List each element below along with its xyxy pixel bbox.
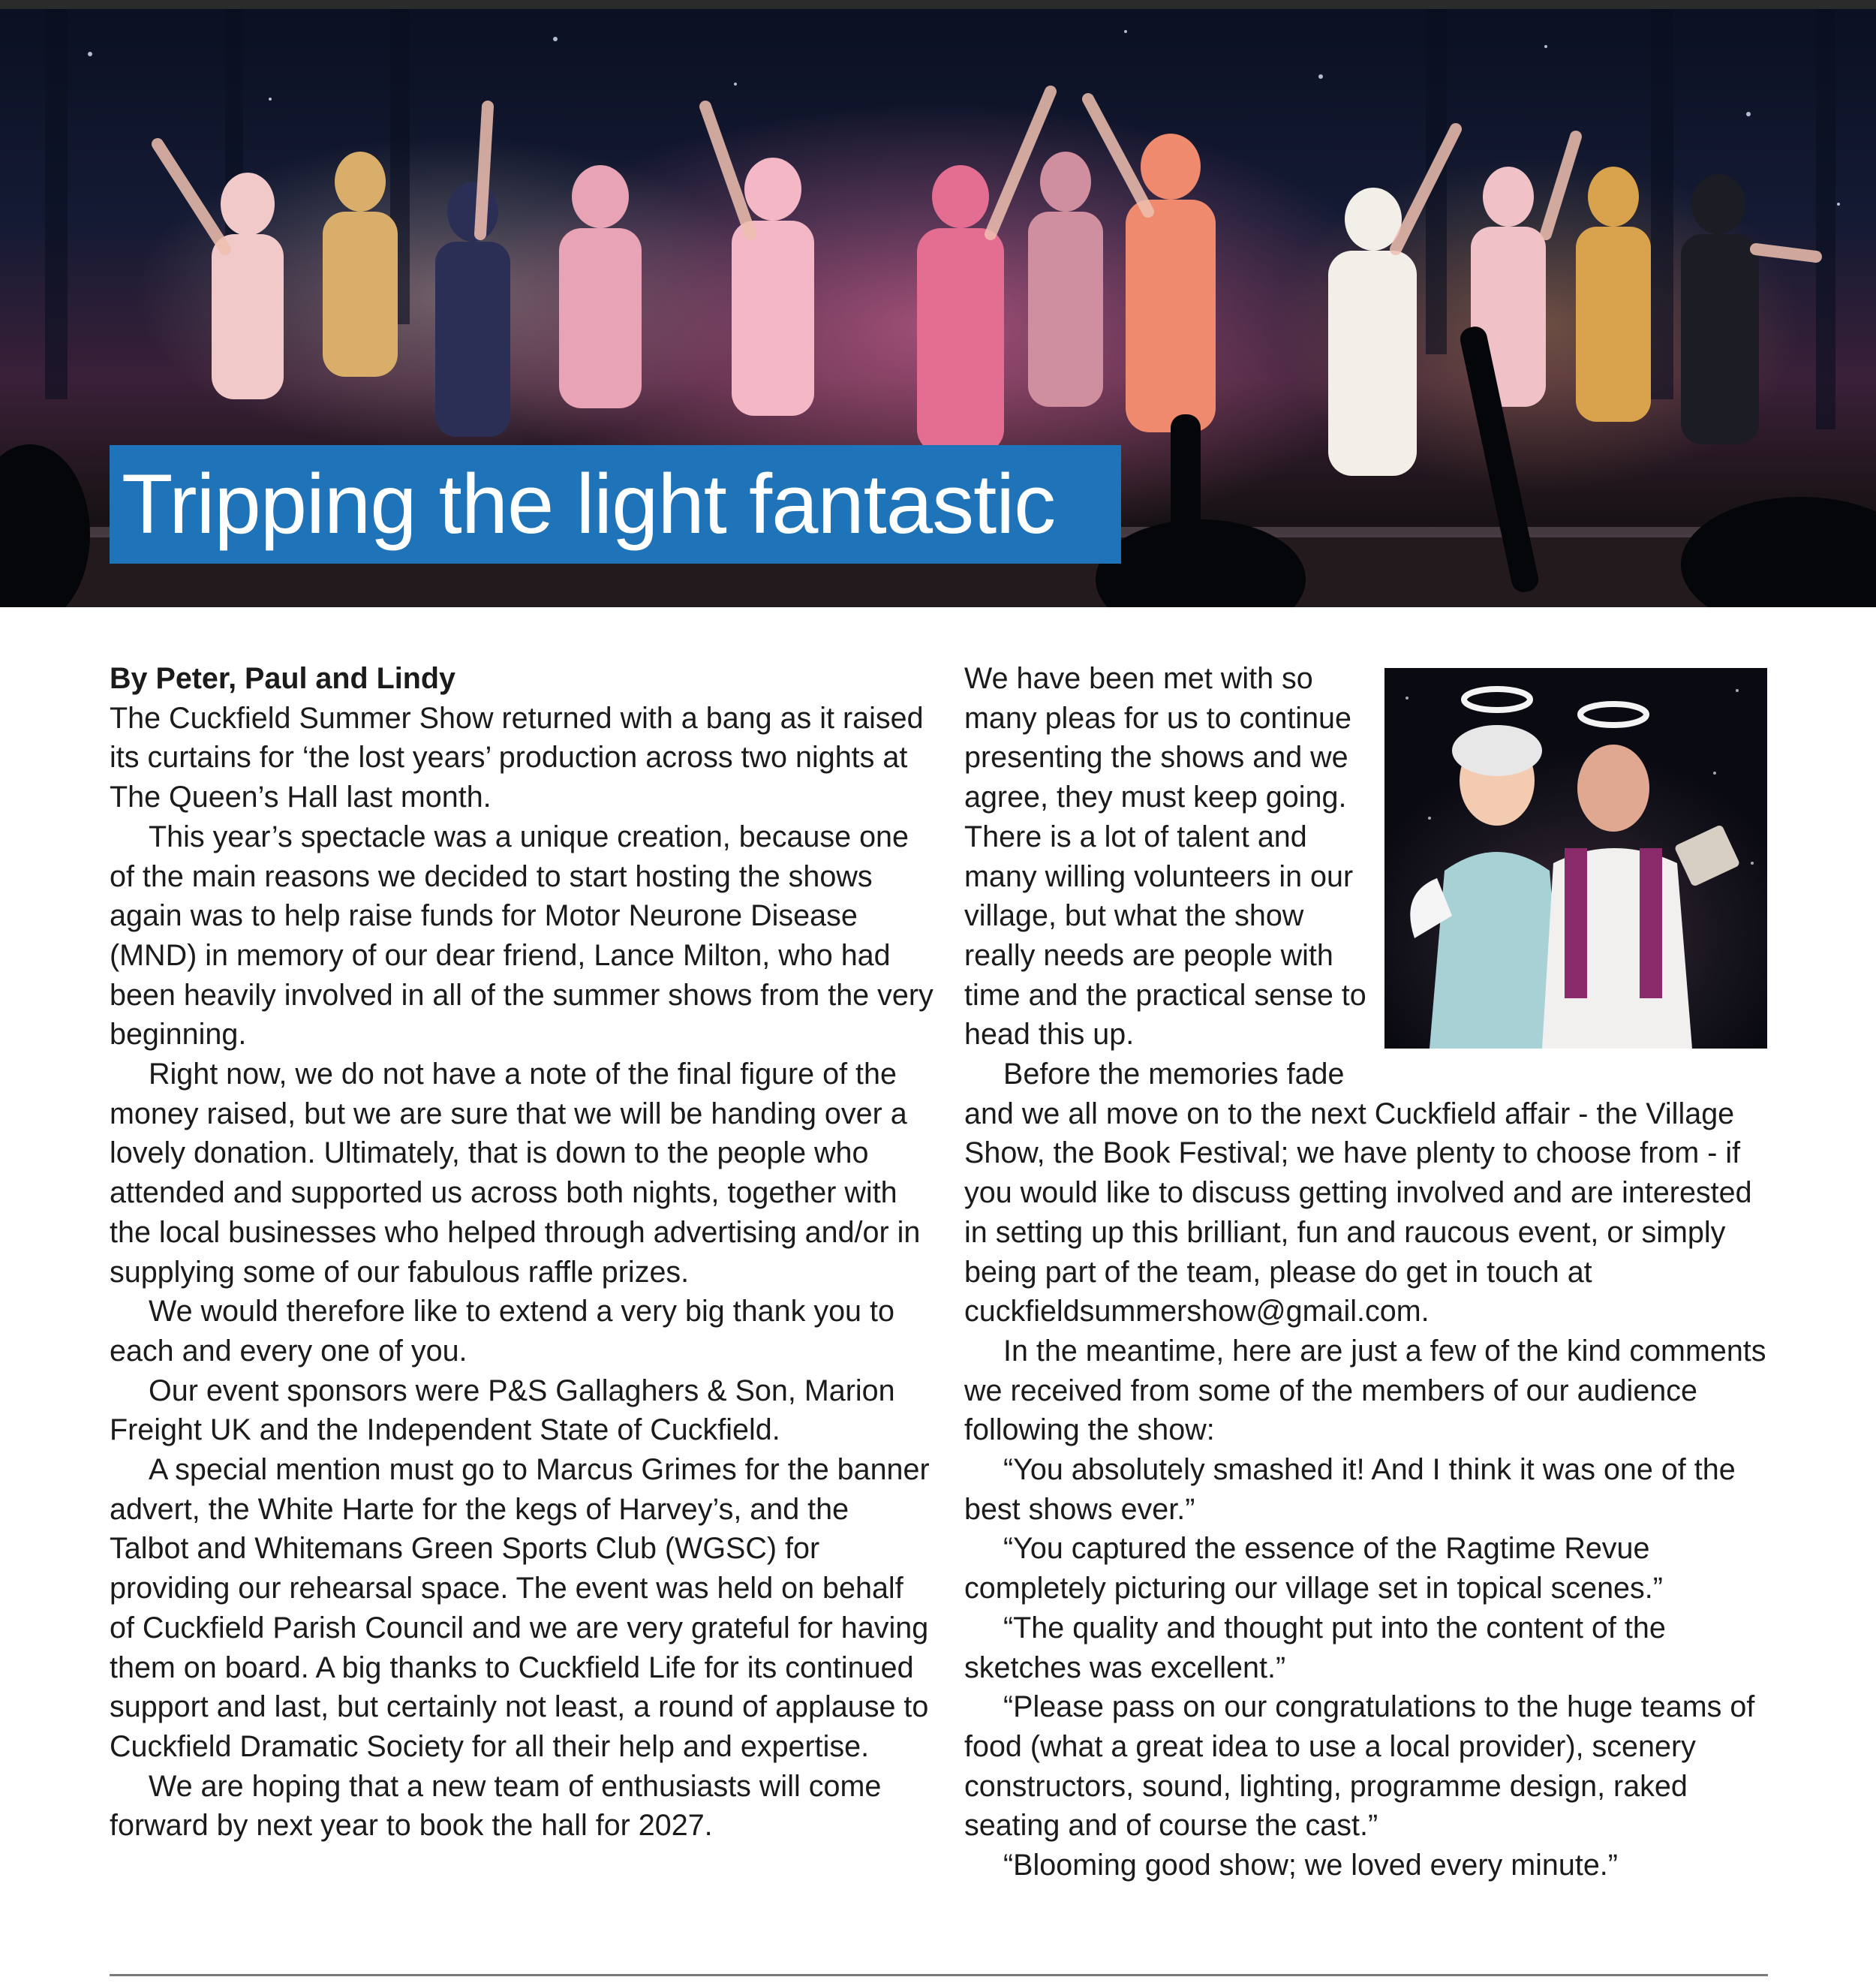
angel-costumes-photo-icon: [1384, 668, 1767, 1049]
quote-smashed-it: “You absolutely smashed it! And I think it was one of the best shows ever.”: [964, 1453, 1736, 1526]
paragraph-pleas: We have been met with so many pleas for us to continue presenting the shows and we agree, they must keep going. There is a lot of talent and many willing volunteers in our village, but what the show really needs are people with time and the practical sense to head this up.: [964, 662, 1366, 1052]
bottom-divider: [110, 1974, 1768, 1976]
quote-quality: “The quality and thought put into the content of the sketches was excellent.”: [964, 1611, 1666, 1684]
quote-congratulations: “Please pass on our congratulations to the huge teams of food (what a great idea to use a local provider), scenery constructors, sound, lighting, programme design, raked seating and of course the cast.”: [964, 1690, 1755, 1843]
byline: By Peter, Paul and Lindy: [110, 662, 455, 695]
paragraph-new-team: We are hoping that a new team of enthusiasts will come forward by next year to book the hall for 2027.: [110, 1769, 882, 1843]
right-column: [964, 659, 1767, 1885]
left-column: [110, 659, 935, 1846]
paragraph-sponsors: Our event sponsors were P&S Gallaghers & Son, Marion Freight UK and the Independent State of Cuckfield.: [110, 1374, 895, 1447]
paragraph-intro: The Cuckfield Summer Show returned with a bang as it raised its curtains for ‘the lost years’ production across two nights at The Queen’s Hall last month.: [110, 701, 924, 814]
top-border-strip: [0, 0, 1876, 9]
paragraph-comments-intro: In the meantime, here are just a few of the kind comments we received from some of the members of our audience following the show:: [964, 1334, 1766, 1447]
headline-band: [110, 445, 1121, 564]
paragraph-spectacle: This year’s spectacle was a unique creation, because one of the main reasons we decided to start hosting the shows again was to help raise funds for Motor Neurone Disease (MND) in memory of our dear friend, Lance Milton, who had been heavily involved in all of the summer shows from the very beginning.: [110, 820, 933, 1052]
quote-ragtime-revue: “You captured the essence of the Ragtime Revue completely picturing our village set in topical scenes.”: [964, 1532, 1663, 1605]
paragraph-thanks: We would therefore like to extend a very big thank you to each and every one of you.: [110, 1295, 894, 1368]
paragraph-donation: Right now, we do not have a note of the final figure of the money raised, but we are sure that we will be handing over a lovely donation. Ultimately, that is down to the people who attended and supported us across both nights, together with the local businesses who helped through advertising and/or in supplying some of our fabulous raffle prizes.: [110, 1058, 921, 1289]
inset-photo: [1384, 668, 1767, 1049]
paragraph-memories: Before the memories fade and we all move on to the next Cuckfield affair - the Village Show, the Book Festival; we have plenty to choose from - if you would like to discuss getting involved and are interested in setting up this brilliant, fun and raucous event, or simply being part of the team, please do get in touch at cuckfieldsummershow@gmail.com.: [964, 1058, 1752, 1329]
paragraph-special-mention: A special mention must go to Marcus Grimes for the banner advert, the White Harte for the kegs of Harvey’s, and the Talbot and Whitemans Green Sports Club (WGSC) for providing our rehearsal space. The event was held on behalf of Cuckfield Parish Council and we are very grateful for having them on board. A big thanks to Cuckfield Life for its continued support and last, but certainly not least, a round of applause to Cuckfield Dramatic Society for all their help and expertise.: [110, 1453, 930, 1763]
hero-stage-photo: [0, 9, 1876, 607]
headline: Tripping the light fantastic: [122, 457, 1056, 551]
quote-blooming-good: “Blooming good show; we loved every minute.”: [1003, 1849, 1618, 1882]
